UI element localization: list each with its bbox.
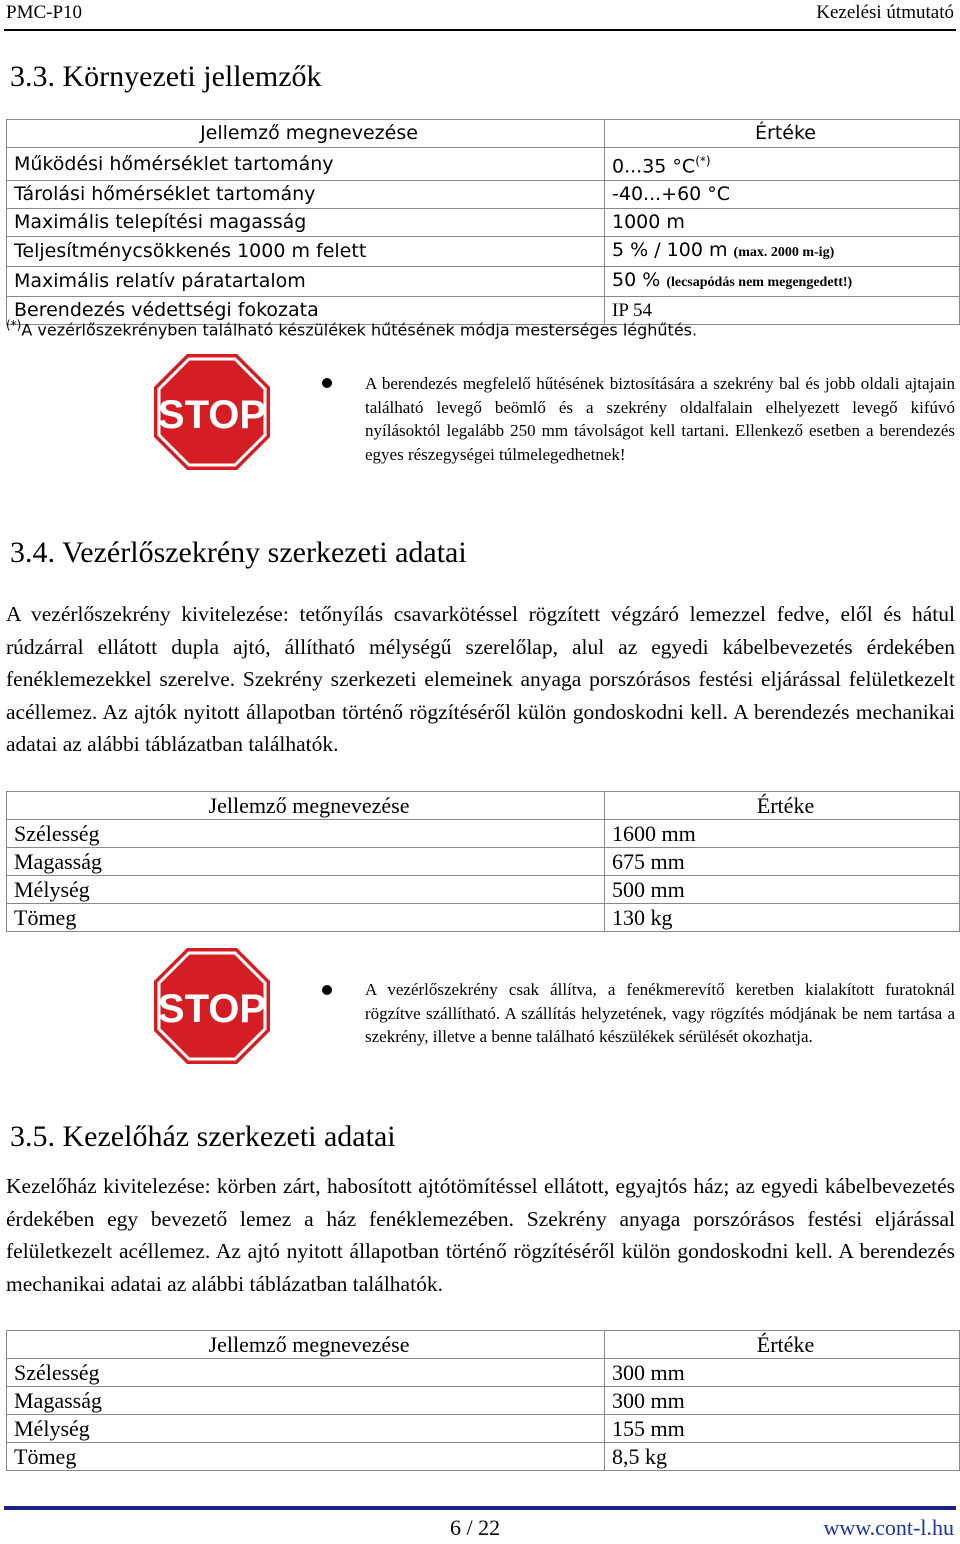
- row-name: Szélesség: [7, 820, 605, 848]
- table-header-row: [7, 120, 960, 148]
- row-value: 0...35 °C(*): [605, 148, 960, 181]
- row-value: 5 % / 100 m (max. 2000 m-ig): [605, 237, 960, 267]
- section-3-3-title: 3.3. Környezeti jellemzők: [10, 60, 322, 93]
- row-name: Tömeg: [7, 1443, 605, 1471]
- table-row: [7, 1415, 960, 1443]
- svg-text:STOP: STOP: [157, 393, 267, 437]
- table-row: [7, 848, 960, 876]
- transport-warning-text: A vezérlőszekrény csak állítva, a fenékmerevítő keretben kialakított furatoknál rögzítve szállítható. A szállítás helyzetének, vagy rögzítés módjának be nem tartása a szekrény, illetve a benne található készülékek sérülését okozhatja.: [365, 980, 955, 1046]
- bullet-icon: [322, 985, 332, 995]
- website-link[interactable]: www.cont-l.hu: [823, 1515, 954, 1540]
- row-value: 8,5 kg: [605, 1443, 960, 1471]
- footer-rule: [4, 1506, 956, 1510]
- column-header-name: Jellemző megnevezése: [7, 792, 605, 820]
- row-name: Tömeg: [7, 904, 605, 932]
- section-3-4-title: 3.4. Vezérlőszekrény szerkezeti adatai: [10, 536, 467, 569]
- row-name: Tárolási hőmérséklet tartomány: [7, 181, 605, 209]
- column-header-name: Jellemző megnevezése: [7, 120, 605, 148]
- row-value: 500 mm: [605, 876, 960, 904]
- row-value: 1000 m: [605, 209, 960, 237]
- row-name: Maximális telepítési magasság: [7, 209, 605, 237]
- header-doc-title: Kezelési útmutató: [816, 2, 954, 23]
- table-row: [7, 1359, 960, 1387]
- table-row: [7, 148, 960, 181]
- row-value: 155 mm: [605, 1415, 960, 1443]
- stop-sign-icon: [152, 946, 272, 1066]
- header-rule: [4, 29, 956, 31]
- column-header-name: Jellemző megnevezése: [7, 1331, 605, 1359]
- environment-table: [6, 119, 960, 325]
- table-row: [7, 1443, 960, 1471]
- row-value: 300 mm: [605, 1359, 960, 1387]
- header-doc-code: PMC-P10: [6, 2, 83, 23]
- page-header: [0, 0, 960, 30]
- row-value: IP 54: [605, 297, 960, 325]
- table-header-row: [7, 1331, 960, 1359]
- cabinet-dimensions-table: [6, 791, 960, 932]
- section-3-5-title: 3.5. Kezelőház szerkezeti adatai: [10, 1120, 396, 1153]
- column-header-value: Értéke: [605, 792, 960, 820]
- table-row: [7, 209, 960, 237]
- row-value: 1600 mm: [605, 820, 960, 848]
- cooling-warning-text: A berendezés megfelelő hűtésének biztosítására a szekrény bal és jobb oldali ajtajain található levegő beömlő és a szekrény oldalfalain elhelyezett levegő kifúvó nyílásoktól legalább 250 mm távolságot kell tartani. Ellenkező esetben a berendezés egyes részegységei túlmelegedhetnek!: [365, 374, 955, 464]
- table-header-row: [7, 792, 960, 820]
- row-name: Maximális relatív páratartalom: [7, 267, 605, 297]
- row-name: Magasság: [7, 848, 605, 876]
- svg-text:STOP: STOP: [157, 987, 267, 1031]
- table-row: [7, 237, 960, 267]
- row-name: Szélesség: [7, 1359, 605, 1387]
- table-row: [7, 820, 960, 848]
- table-row: [7, 267, 960, 297]
- row-name: Mélység: [7, 1415, 605, 1443]
- row-value: -40...+60 °C: [605, 181, 960, 209]
- row-name: Magasság: [7, 1387, 605, 1415]
- page-number: 6 / 22: [450, 1515, 501, 1540]
- row-value: 50 % (lecsapódás nem megengedett!): [605, 267, 960, 297]
- stop-sign-icon: [152, 352, 272, 472]
- table-footnote: (*)A vezérlőszekrényben található készülékek hűtésének módja mesterséges léghűtés.: [6, 318, 698, 340]
- section-3-5-paragraph: Kezelőház kivitelezése: körben zárt, habosított ajtótömítéssel ellátott, egyajtós ház; az egyedi kábelbevezetés érdekében egy bevezető lemez a ház fenéklemezében. Szekrény anyaga porszórásos festési eljárással felületkezelt acéllemez. Az ajtó nyitott állapotban történő rögzítéséről külön gondoskodni kell. A berendezés mechanikai adatai az alábbi táblázatban találhatók.: [6, 1174, 955, 1296]
- row-name: Működési hőmérséklet tartomány: [7, 148, 605, 181]
- bullet-icon: [322, 378, 332, 388]
- section-3-4-paragraph: A vezérlőszekrény kivitelezése: tetőnyílás csavarkötéssel rögzített végzáró lemezzel fedve, elől és hátul rúdzárral ellátott dupla ajtó, állítható mélységű szerelőlap, alul az egyedi kábelbevezetés érdekében fenéklemezekkel szerelve. Szekrény szerkezeti elemeinek anyaga porszórásos festési eljárással felületkezelt acéllemez. Az ajtók nyitott állapotban történő rögzítéséről külön gondoskodni kell. A berendezés mechanikai adatai az alábbi táblázatban találhatók.: [6, 602, 955, 757]
- table-row: [7, 876, 960, 904]
- table-row: [7, 904, 960, 932]
- row-name: Teljesítménycsökkenés 1000 m felett: [7, 237, 605, 267]
- column-header-value: Értéke: [605, 1331, 960, 1359]
- column-header-value: Értéke: [605, 120, 960, 148]
- control-box-dimensions-table: [6, 1330, 960, 1471]
- row-value: 300 mm: [605, 1387, 960, 1415]
- row-name: Berendezés védettségi fokozata: [7, 297, 605, 325]
- row-name: Mélység: [7, 876, 605, 904]
- row-value: 675 mm: [605, 848, 960, 876]
- table-row: [7, 1387, 960, 1415]
- table-row: [7, 181, 960, 209]
- row-value: 130 kg: [605, 904, 960, 932]
